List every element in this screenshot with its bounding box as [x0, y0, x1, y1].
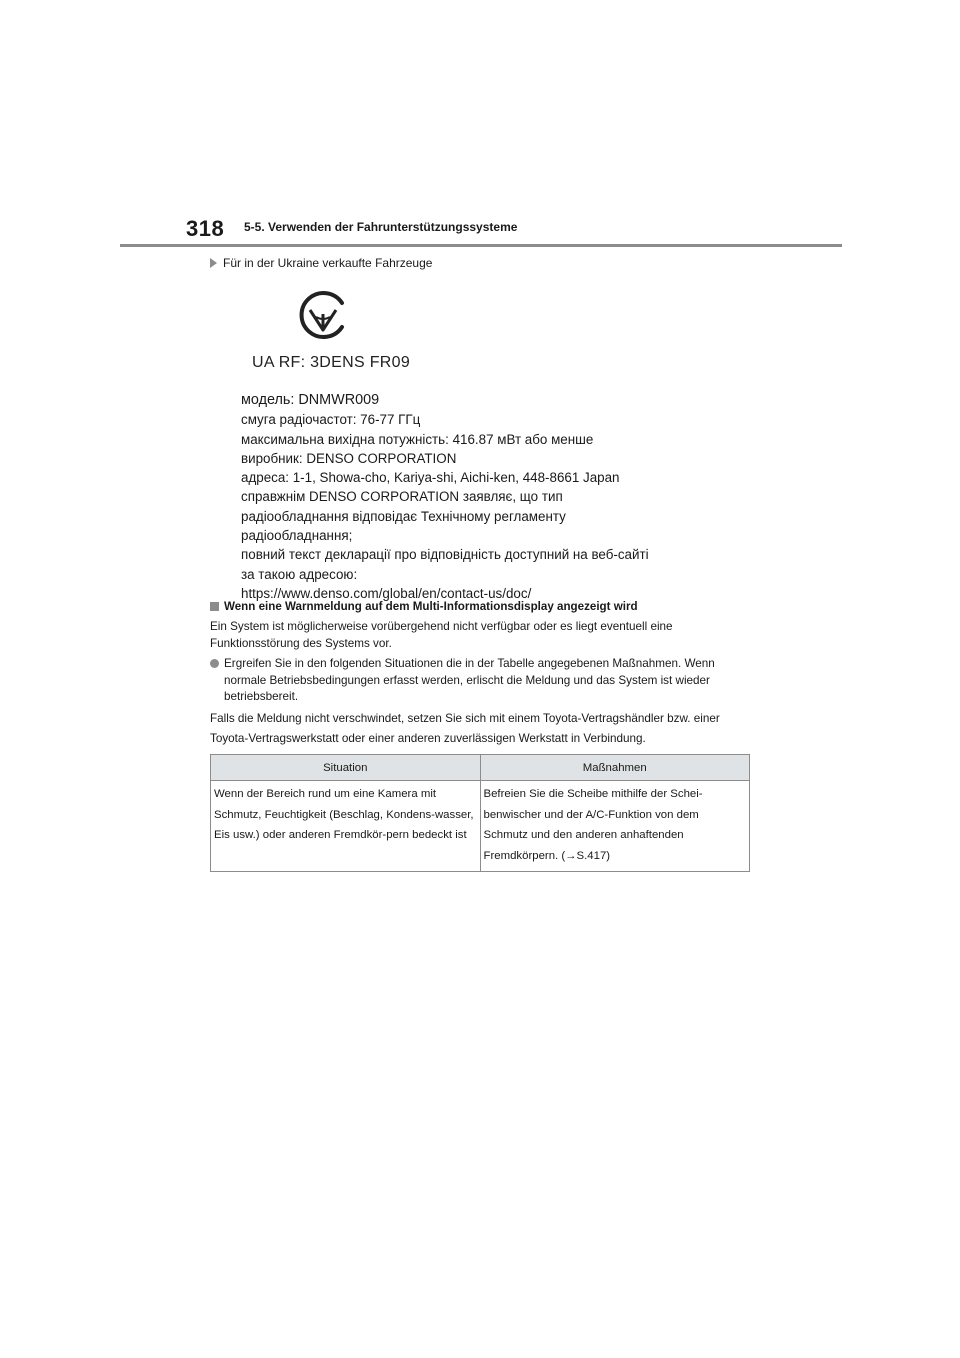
ukraine-conformity-mark-icon — [296, 288, 350, 342]
label-line: за такою адресою: — [241, 566, 358, 582]
ukraine-subheading — [210, 256, 432, 270]
bullet-dot-icon — [210, 659, 219, 668]
situation-action-table — [210, 754, 750, 872]
label-text-block — [241, 391, 649, 603]
label-line: максимальна вихідна потужність: 416.87 мВт або менше — [241, 431, 594, 447]
label-url: https://www.denso.com/global/en/contact-us/doc/ — [241, 585, 532, 601]
table-header-situation: Situation — [211, 755, 481, 781]
ukraine-subheading-text: Für in der Ukraine verkaufte Fahrzeuge — [223, 256, 433, 270]
table-row — [211, 781, 750, 872]
label-line: повний текст декларації про відповідність доступний на веб-сайті — [241, 547, 649, 563]
table-header-row — [211, 755, 750, 781]
table-cell-situation: Wenn der Bereich rund um eine Kamera mit Schmutz, Feuchtigkeit (Beschlag, Kondens-wasser, Eis usw.) oder anderen Fremdkör-pern bedeckt ist — [211, 781, 481, 872]
square-marker-icon — [210, 602, 219, 611]
label-line: виробник: DENSO CORPORATION — [241, 450, 457, 466]
label-line: радіообладнання; — [241, 528, 353, 544]
warning-section-heading — [210, 600, 638, 613]
table-cell-action: Befreien Sie die Scheibe mithilfe der Schei-benwischer und der A/C-Funktion von dem Schmutz und den anderen anhaftenden Fremdkörpern. (→S.417) — [480, 781, 750, 872]
warning-followup: Falls die Meldung nicht verschwindet, setzen Sie sich mit einem Toyota-Vertragshändler bzw. einer Toyota-Vertragswerkstatt oder einer anderen zuverlässigen Werkstatt in Verbindung. — [210, 712, 720, 745]
bullet-text: Ergreifen Sie in den folgenden Situationen die in der Tabelle angegebenen Maßnahmen. Wenn normale Betriebsbedingungen erfasst werden, erlischt die Meldung und das System ist wieder betriebsbereit. — [224, 657, 715, 703]
label-line: справжнім DENSO CORPORATION заявляє, що тип — [241, 489, 563, 505]
label-line: модель: DNMWR009 — [241, 392, 380, 408]
page-number: 318 — [186, 216, 225, 241]
warning-heading-text: Wenn eine Warnmeldung auf dem Multi-Informationsdisplay angezeigt wird — [224, 600, 638, 613]
warning-intro: Ein System ist möglicherweise vorübergehend nicht verfügbar oder es liegt eventuell eine Funktionsstörung des Systems vor. — [210, 620, 673, 650]
ua-rf-code: UA RF: 3DENS FR09 — [252, 354, 411, 371]
header-divider — [120, 244, 842, 247]
label-line: радіообладнання відповідає Технічному регламенту — [241, 508, 566, 524]
table-header-action: Maßnahmen — [480, 755, 750, 781]
triangle-marker-icon — [210, 258, 217, 268]
label-line: смуга радіочастот: 76-77 ГГц — [241, 412, 421, 428]
ukraine-certification-label — [236, 282, 676, 601]
chapter-title: 5-5. Verwenden der Fahrunterstützungssysteme — [244, 220, 518, 234]
label-line: адреса: 1-1, Showa-cho, Kariya-shi, Aichi-ken, 448-8661 Japan — [241, 470, 620, 486]
